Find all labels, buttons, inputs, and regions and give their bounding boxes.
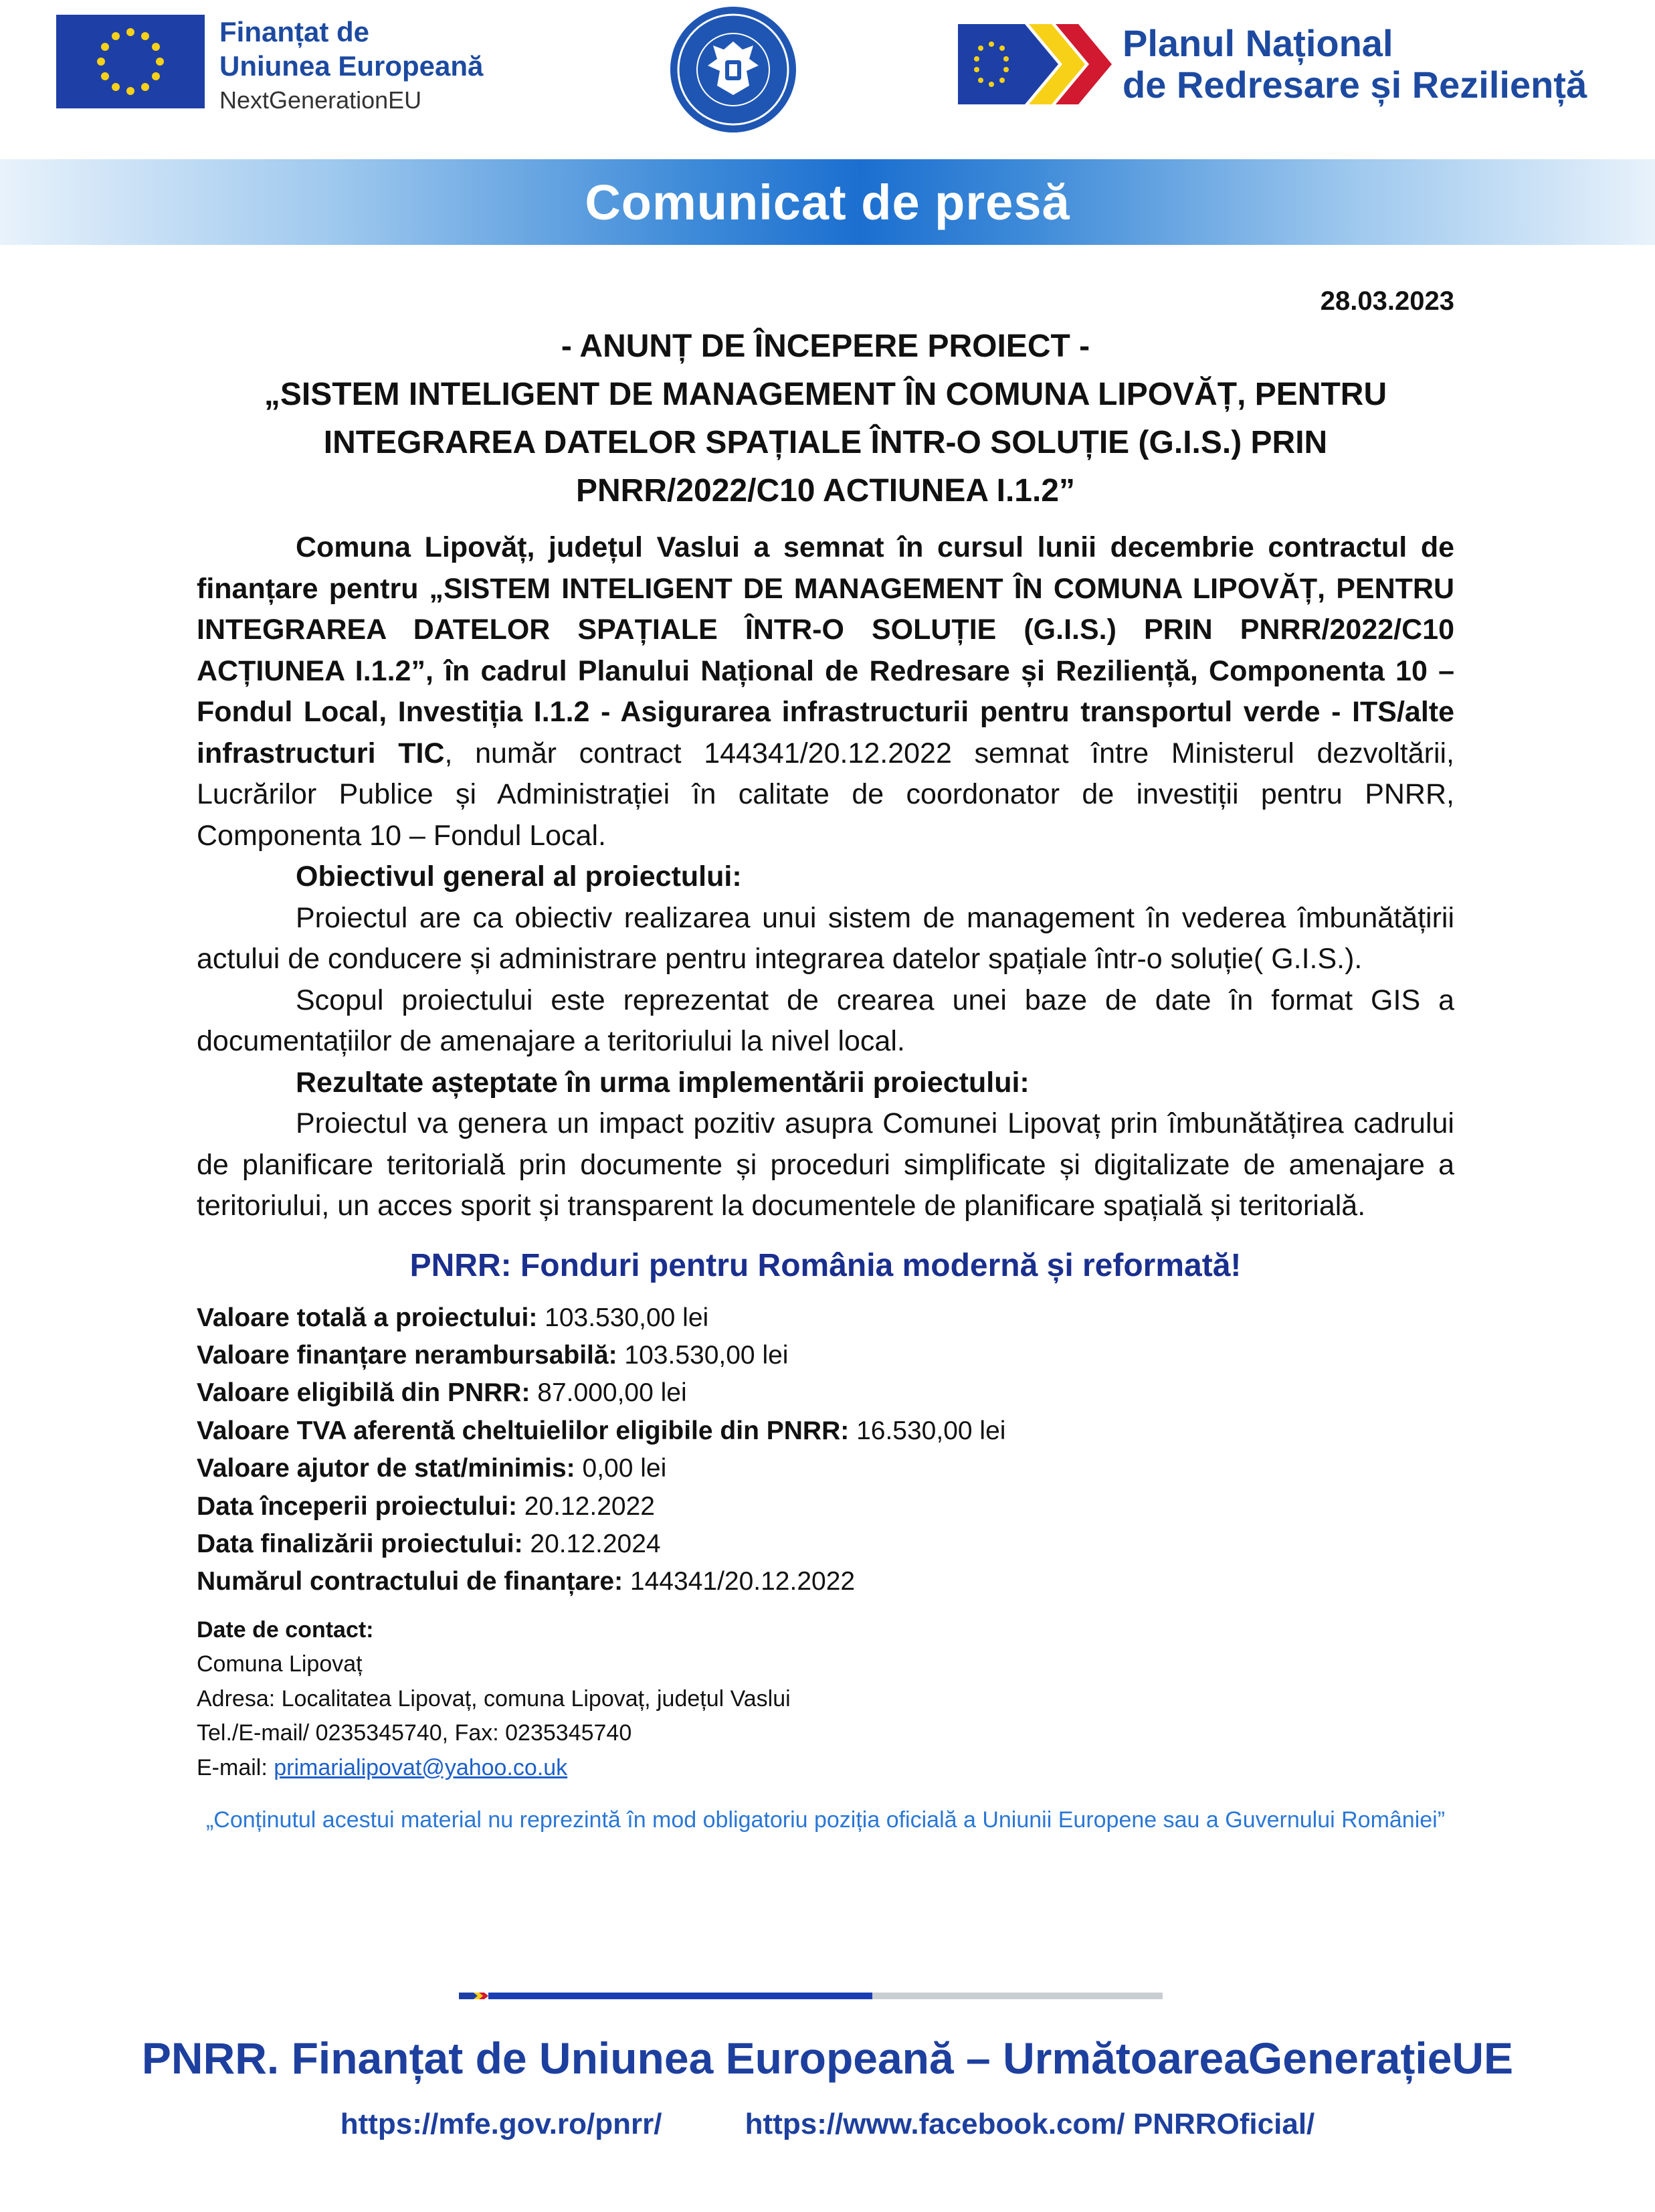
eu-funding-logo bbox=[56, 15, 483, 115]
value-amount: 16.530,00 lei bbox=[849, 1416, 1006, 1445]
contact-line: Comuna Lipovaț bbox=[197, 1651, 363, 1677]
eu-logo-line3: NextGenerationEU bbox=[219, 86, 422, 114]
value-row bbox=[197, 1337, 1454, 1374]
value-amount: 0,00 lei bbox=[575, 1454, 667, 1483]
value-amount: 103.530,00 lei bbox=[617, 1340, 789, 1370]
pnrr-logo-line1: Planul Național bbox=[1123, 22, 1393, 65]
footer-link-mfe[interactable]: https://mfe.gov.ro/pnrr/ bbox=[340, 2108, 662, 2140]
document-title bbox=[197, 322, 1454, 515]
footer-divider bbox=[459, 1991, 1163, 2001]
disclaimer-text: „Conținutul acestui material nu reprezintă în mod obligatoriu poziția oficială a Uniunii Europene sau a Guvernului României” bbox=[205, 1807, 1446, 1833]
value-label: Valoare ajutor de stat/minimis: bbox=[197, 1454, 575, 1483]
value-row bbox=[197, 1488, 1454, 1526]
eu-flag-icon bbox=[56, 15, 205, 108]
objective-paragraph: Proiectul are ca obiectiv realizarea unui sistem de management în vederea îmbunătățirii actului de conducere și administrare pentru integrarea datelor spațiale într-o soluție( G.I.S.). bbox=[197, 901, 1454, 975]
pnrr-logo-line2: de Redresare și Reziliență bbox=[1123, 64, 1587, 106]
results-paragraph: Proiectul va genera un impact pozitiv asupra Comunei Lipovaț prin îmbunătățirea cadrului de planificare teritorială prin documente și proceduri simplificate și digitalizate de amenajare a teritoriului, un acces sporit și transparent la documentele de planificare spațială și teritorială. bbox=[197, 1107, 1454, 1222]
contact-heading: Date de contact: bbox=[197, 1617, 374, 1643]
document-date: 28.03.2023 bbox=[1320, 286, 1454, 316]
scope-paragraph: Scopul proiectului este reprezentat de crearea unei baze de date în format GIS a documentațiilor de amenajare a teritoriului la nivel local. bbox=[197, 984, 1454, 1057]
pnrr-logo bbox=[958, 17, 1587, 111]
email-link[interactable]: primarialipovat@yahoo.co.uk bbox=[274, 1754, 568, 1780]
value-amount: 20.12.2024 bbox=[522, 1529, 661, 1558]
value-amount: 87.000,00 lei bbox=[530, 1378, 687, 1408]
banner-title: Comunicat de presă bbox=[585, 175, 1070, 230]
intro-paragraph bbox=[197, 527, 1454, 856]
eu-logo-line2: Uniunea Europeană bbox=[219, 50, 484, 82]
value-label: Numărul contractului de finanțare: bbox=[197, 1567, 623, 1596]
footer-link-facebook[interactable]: https://www.facebook.com/ PNRROficial/ bbox=[745, 2108, 1315, 2140]
press-release-body bbox=[197, 280, 1454, 1837]
footer-title: PNRR. Finanțat de Uniunea Europeană – UrmătoareaGenerațieUE bbox=[141, 2033, 1514, 2083]
contact-email-row bbox=[197, 1751, 1454, 1786]
value-label: Valoare TVA aferentă cheltuielilor eligibile din PNRR: bbox=[197, 1416, 850, 1445]
email-label: E-mail: bbox=[197, 1754, 274, 1780]
guvernul-romaniei-seal-icon bbox=[668, 4, 799, 135]
value-row bbox=[197, 1563, 1454, 1600]
title-line: PNRR/2022/C10 ACTIUNEA I.1.2” bbox=[575, 473, 1075, 509]
project-values-list bbox=[197, 1299, 1454, 1601]
value-row bbox=[197, 1299, 1454, 1337]
value-label: Valoare eligibilă din PNRR: bbox=[197, 1378, 530, 1408]
value-label: Valoare totală a proiectului: bbox=[197, 1303, 538, 1332]
results-heading: Rezultate așteptate în urma implementării proiectului: bbox=[296, 1066, 1030, 1099]
eu-logo-line1: Finanțat de bbox=[219, 16, 370, 48]
contact-details bbox=[197, 1613, 1454, 1786]
value-amount: 20.12.2022 bbox=[516, 1491, 655, 1521]
objective-heading: Obiectivul general al proiectului: bbox=[296, 860, 742, 893]
intro-bold-text: Comuna Lipovăț, județul Vaslui a semnat în cursul lunii decembrie contractul de finanțare pentru „SISTEM INTELIGENT DE MANAGEMENT ÎN COMUNA LIPOVĂȚ, PENTRU INTEGRAREA DATELOR SPAȚIALE ÎNTR-O SOLUȚIE (G.I.S.) PRIN PNRR/2022/C10 ACȚIUNEA I.1.2”, în cadrul Planului Național de Redresare și Reziliență, Componenta 10 – Fondul Local, Investiția I.1.2 - Asigurarea infrastructurii pentru transportul verde - ITS/alte infrastructuri TIC bbox=[197, 531, 1454, 769]
press-release-banner bbox=[0, 159, 1655, 245]
value-label: Valoare finanțare nerambursabilă: bbox=[197, 1340, 617, 1370]
contact-phone: Tel./E-mail/ 0235345740, Fax: 0235345740 bbox=[197, 1720, 632, 1746]
title-line: INTEGRAREA DATELOR SPAȚIALE ÎNTR-O SOLUȚIE (G.I.S.) PRIN bbox=[323, 425, 1328, 460]
value-amount: 103.530,00 lei bbox=[537, 1303, 709, 1332]
pnrr-slogan: PNRR: Fonduri pentru România modernă și reformată! bbox=[409, 1247, 1242, 1283]
value-row bbox=[197, 1526, 1454, 1563]
pnrr-arrow-icon bbox=[958, 17, 1116, 111]
value-row bbox=[197, 1374, 1454, 1412]
footer-links bbox=[0, 2108, 1655, 2141]
value-label: Data începerii proiectului: bbox=[197, 1491, 517, 1521]
value-row bbox=[197, 1412, 1454, 1450]
contact-address: Adresa: Localitatea Lipovaț, comuna Lipovaț, județul Vaslui bbox=[197, 1685, 791, 1712]
value-amount: 144341/20.12.2022 bbox=[623, 1567, 856, 1596]
title-line: - ANUNȚ DE ÎNCEPERE PROIECT - bbox=[561, 329, 1090, 364]
value-label: Data finalizării proiectului: bbox=[197, 1529, 523, 1558]
value-row bbox=[197, 1450, 1454, 1487]
intro-rest-text: , număr contract 144341/20.12.2022 semnat între Ministerul dezvoltării, Lucrărilor Publice și Administrației în calitate de coordonator de investiții pentru PNRR, Componenta 10 – Fondul Local. bbox=[197, 737, 1454, 852]
title-line: „SISTEM INTELIGENT DE MANAGEMENT ÎN COMUNA LIPOVĂȚ, PENTRU bbox=[264, 377, 1387, 412]
